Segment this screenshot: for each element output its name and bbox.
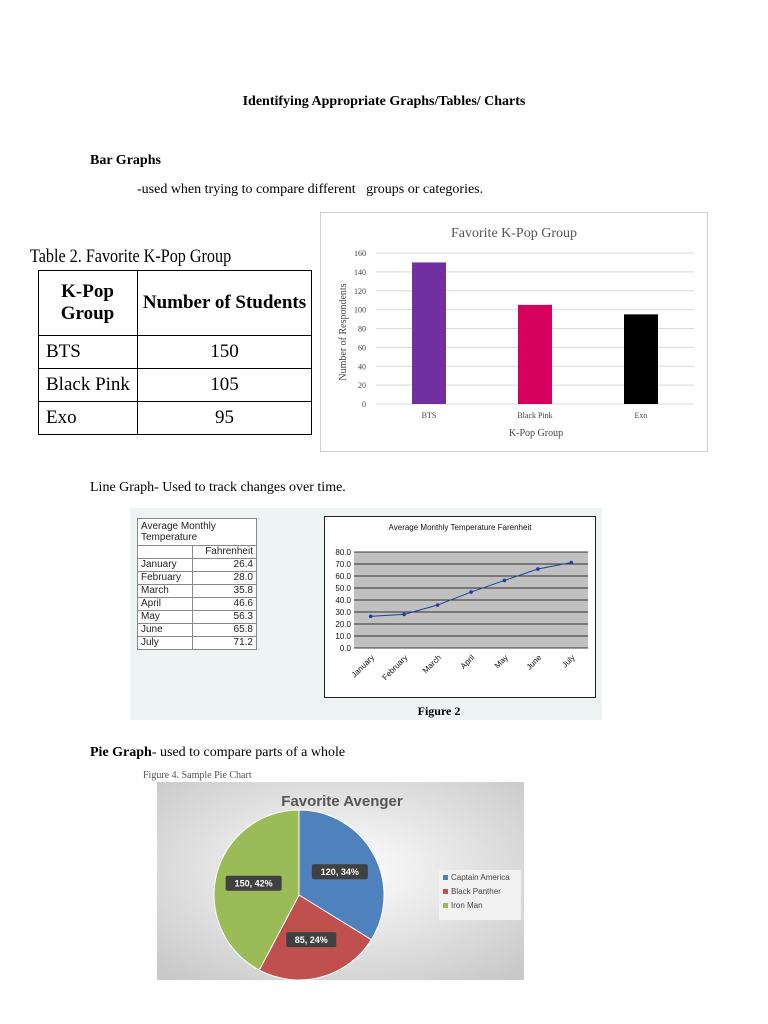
data-label: 150, 42% <box>234 878 273 889</box>
data-label: 120, 34% <box>320 867 359 878</box>
y-tick-label: 80 <box>358 324 366 334</box>
pie-graph-description: - used to compare parts of a whole <box>151 745 346 760</box>
temp-col-header: Fahrenheit <box>192 546 256 559</box>
y-tick-label: 100 <box>354 305 366 315</box>
chart-title: Favorite K-Pop Group <box>451 226 577 241</box>
kpop-table-caption: Table 2. Favorite K-Pop Group <box>30 246 232 267</box>
data-point <box>569 561 573 565</box>
temp-month: February <box>138 572 193 585</box>
line-graph-text: Line Graph- Used to track changes over time. <box>90 480 346 495</box>
y-axis-label: Number of Respondents <box>338 283 349 381</box>
table-row <box>39 336 312 369</box>
kpop-cell-count: 150 <box>138 336 312 369</box>
x-tick-label: January <box>349 653 377 680</box>
bar <box>624 314 658 404</box>
x-tick-label: July <box>560 653 577 670</box>
temp-month: January <box>138 559 193 572</box>
temp-value: 35.8 <box>192 585 256 598</box>
bar-graphs-description: -used when trying to compare different groups or categories. <box>137 182 484 197</box>
y-tick-label: 40 <box>358 362 366 372</box>
table-row <box>39 402 312 435</box>
pie-graph-label: Pie Graph <box>90 745 152 760</box>
y-tick-label: 20.0 <box>335 620 351 629</box>
data-point <box>536 567 540 571</box>
kpop-cell-count: 95 <box>138 402 312 435</box>
data-point <box>402 613 406 617</box>
temp-month: May <box>138 611 193 624</box>
table-row <box>138 572 257 585</box>
y-tick-label: 20 <box>358 381 366 391</box>
legend-swatch <box>443 875 448 880</box>
kpop-header-students: Number of Students <box>138 271 312 336</box>
table-row <box>138 637 257 650</box>
y-tick-label: 50.0 <box>335 584 351 593</box>
temperature-line-chart <box>324 516 596 698</box>
x-tick-label: June <box>524 653 544 672</box>
chart-title: Favorite Avenger <box>281 793 403 810</box>
temp-value: 46.6 <box>192 598 256 611</box>
bar <box>518 305 552 404</box>
y-tick-label: 120 <box>354 286 366 296</box>
y-tick-label: 40.0 <box>335 596 351 605</box>
y-tick-label: 70.0 <box>335 560 351 569</box>
legend-swatch <box>443 889 448 894</box>
kpop-cell-group: BTS <box>39 336 138 369</box>
table-row <box>39 369 312 402</box>
data-label: 85, 24% <box>294 935 328 946</box>
kpop-header-group: K-Pop Group <box>39 271 138 336</box>
kpop-bar-chart <box>320 212 708 452</box>
table-row <box>138 585 257 598</box>
table-row <box>138 624 257 637</box>
kpop-cell-group: Exo <box>39 402 138 435</box>
kpop-table <box>38 270 312 435</box>
temp-month: March <box>138 585 193 598</box>
bar <box>412 262 446 404</box>
table-row <box>138 559 257 572</box>
figure4-caption: Figure 4. Sample Pie Chart <box>143 770 252 781</box>
x-tick-label: February <box>380 653 410 683</box>
y-tick-label: 30.0 <box>335 608 351 617</box>
x-tick-label: April <box>458 653 477 671</box>
legend-label: Iron Man <box>451 901 483 910</box>
table-row <box>138 598 257 611</box>
temp-value: 28.0 <box>192 572 256 585</box>
temp-month: April <box>138 598 193 611</box>
pie-graph-text <box>90 745 345 761</box>
x-tick-label: March <box>420 653 443 676</box>
y-tick-label: 140 <box>354 267 366 277</box>
temp-value: 65.8 <box>192 624 256 637</box>
temperature-table <box>137 518 257 650</box>
bar-graphs-heading: Bar Graphs <box>90 153 161 168</box>
kpop-cell-group: Black Pink <box>39 369 138 402</box>
temp-table-title: Average Monthly Temperature <box>138 519 257 546</box>
x-tick-label: BTS <box>421 411 437 420</box>
data-point <box>369 615 373 619</box>
x-tick-label: May <box>492 653 510 671</box>
legend-label: Black Panther <box>451 887 501 896</box>
data-point <box>503 579 507 583</box>
temp-value: 26.4 <box>192 559 256 572</box>
y-tick-label: 160 <box>354 249 366 258</box>
y-tick-label: 0 <box>362 400 366 409</box>
temp-value: 56.3 <box>192 611 256 624</box>
data-point <box>436 603 440 607</box>
y-tick-label: 60 <box>358 343 366 353</box>
legend-swatch <box>443 903 448 908</box>
avenger-pie-chart <box>157 782 524 980</box>
chart-title: Average Monthly Temperature Farenheit <box>388 523 532 532</box>
figure2-caption: Figure 2 <box>417 704 461 718</box>
y-tick-label: 80.0 <box>335 548 351 557</box>
y-tick-label: 60.0 <box>335 572 351 581</box>
temp-month: July <box>138 637 193 650</box>
x-tick-label: Exo <box>634 411 648 420</box>
x-axis-label: K-Pop Group <box>508 428 564 439</box>
y-tick-label: 0.0 <box>339 644 351 653</box>
data-point <box>469 590 473 594</box>
temp-month: June <box>138 624 193 637</box>
legend-label: Captain America <box>451 873 510 882</box>
x-tick-label: Black Pink <box>517 411 553 420</box>
y-tick-label: 10.0 <box>335 632 351 641</box>
table-row <box>138 611 257 624</box>
temp-value: 71.2 <box>192 637 256 650</box>
kpop-cell-count: 105 <box>138 369 312 402</box>
page-title: Identifying Appropriate Graphs/Tables/ Charts <box>242 94 526 109</box>
